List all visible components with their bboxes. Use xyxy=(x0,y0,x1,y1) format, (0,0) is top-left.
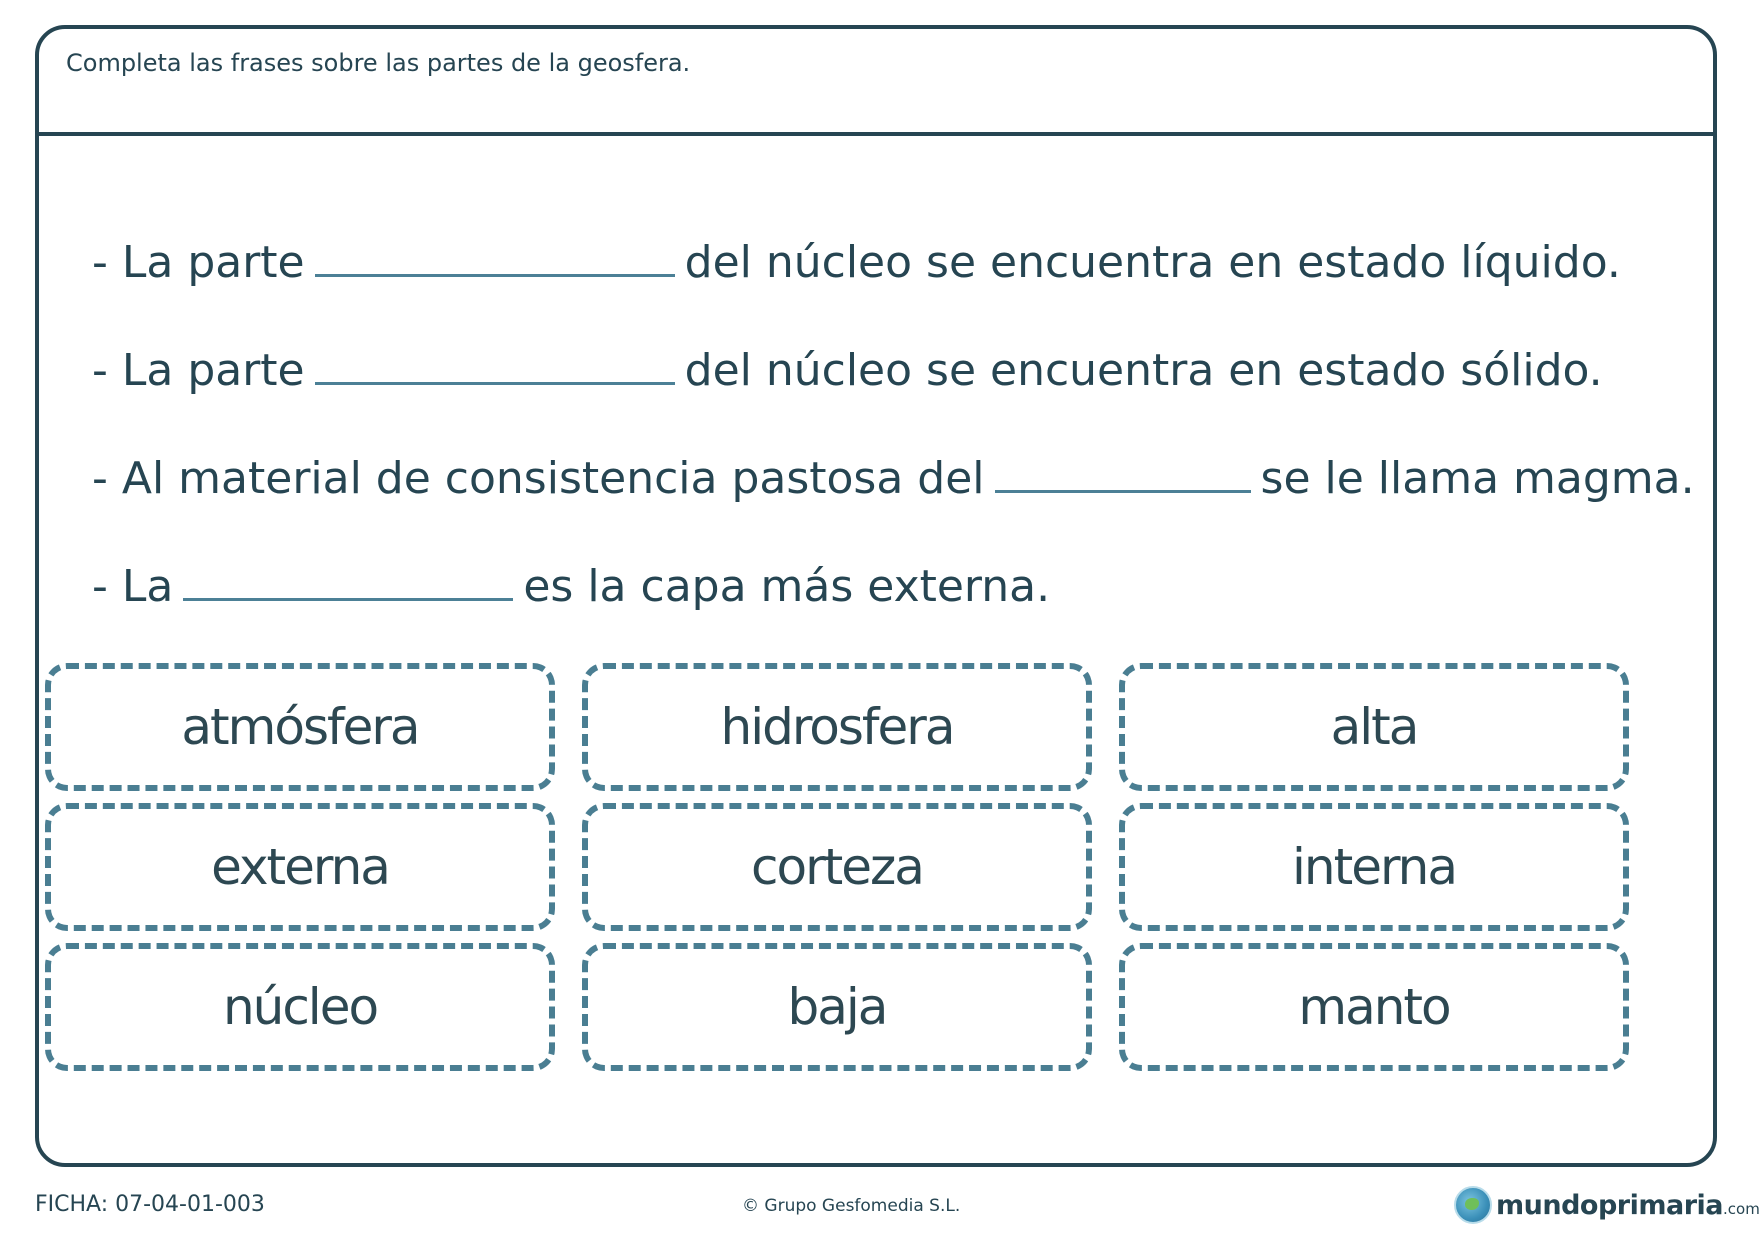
worksheet-code: FICHA: 07-04-01-003 xyxy=(35,1192,265,1217)
word-bank xyxy=(45,663,1629,1071)
sentence-list xyxy=(92,209,1712,641)
sentence-3-after: se le llama magma. xyxy=(1260,453,1695,504)
instruction-text: Completa las frases sobre las partes de la geosfera. xyxy=(66,49,691,77)
word-card-interna[interactable]: interna xyxy=(1119,803,1629,931)
word-card-alta[interactable]: alta xyxy=(1119,663,1629,791)
sentence-1-before: - La parte xyxy=(92,237,305,288)
blank-2[interactable] xyxy=(315,352,675,385)
blank-1[interactable] xyxy=(315,244,675,277)
brand-logo[interactable] xyxy=(1454,1186,1760,1224)
brand-name: mundoprimaria xyxy=(1496,1189,1723,1221)
word-card-hidrosfera[interactable]: hidrosfera xyxy=(582,663,1092,791)
instruction-bar xyxy=(39,29,1713,136)
sentence-3-before: - Al material de consistencia pastosa del xyxy=(92,453,985,504)
sentence-2-after: del núcleo se encuentra en estado sólido. xyxy=(684,345,1603,396)
sentence-1-after: del núcleo se encuentra en estado líquido. xyxy=(684,237,1621,288)
brand-tld: .com xyxy=(1723,1200,1760,1218)
word-card-atmosfera[interactable]: atmósfera xyxy=(45,663,555,791)
sentence-4 xyxy=(92,533,1712,641)
word-card-externa[interactable]: externa xyxy=(45,803,555,931)
blank-4[interactable] xyxy=(183,568,513,601)
sentence-4-before: - La xyxy=(92,561,174,612)
word-card-corteza[interactable]: corteza xyxy=(582,803,1092,931)
sentence-2 xyxy=(92,317,1712,425)
sentence-3 xyxy=(92,425,1712,533)
sentence-4-after: es la capa más externa. xyxy=(523,561,1051,612)
copyright-text: © Grupo Gesfomedia S.L. xyxy=(742,1196,961,1216)
word-card-baja[interactable]: baja xyxy=(582,943,1092,1071)
word-card-manto[interactable]: manto xyxy=(1119,943,1629,1071)
sentence-1 xyxy=(92,209,1712,317)
blank-3[interactable] xyxy=(995,460,1251,493)
word-card-nucleo[interactable]: núcleo xyxy=(45,943,555,1071)
globe-icon xyxy=(1454,1186,1492,1224)
sentence-2-before: - La parte xyxy=(92,345,305,396)
